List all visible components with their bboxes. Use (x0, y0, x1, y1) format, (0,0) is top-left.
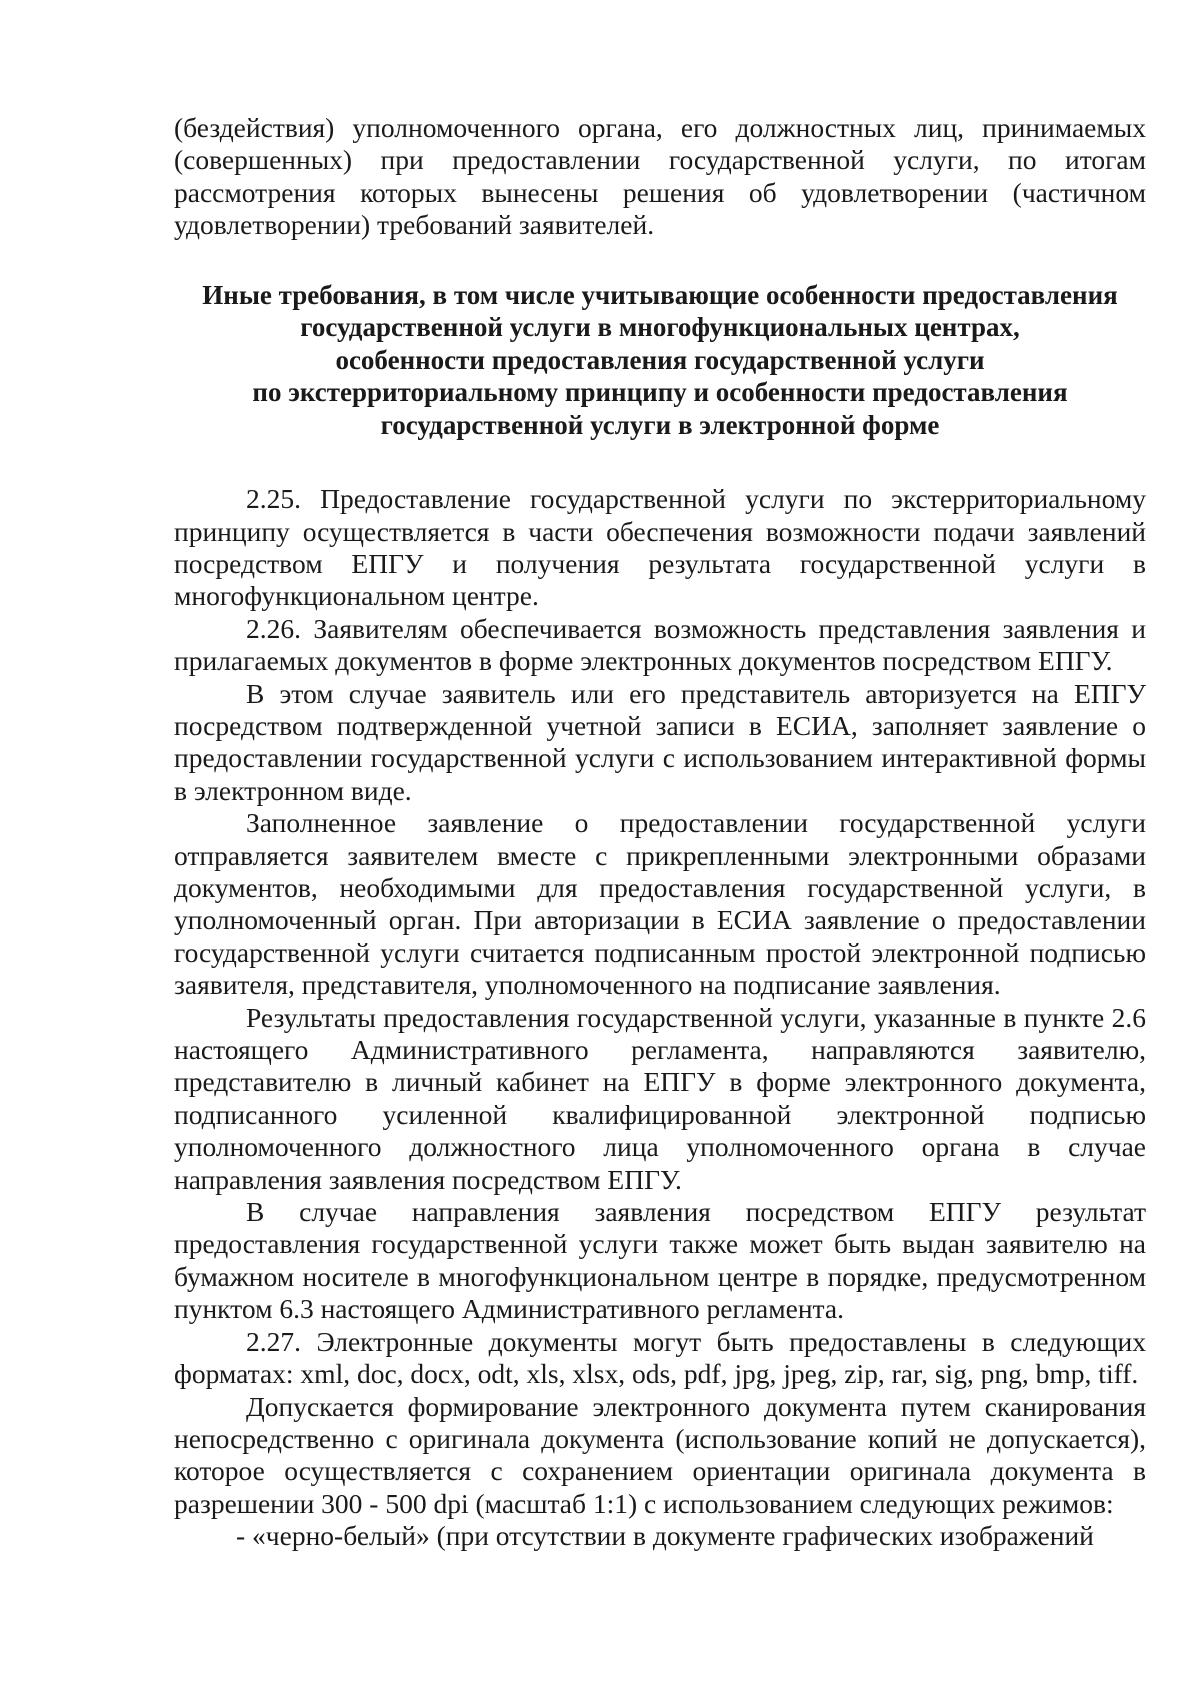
section-heading (174, 279, 1146, 442)
section-heading-line: по экстерриториальному принципу и особенности предоставления (252, 377, 1068, 408)
paragraph-scanning: Допускается формирование электронного документа путем сканирования непосредственно с оригинала документа (использование копий не допускается), которое осуществляется с сохранением ориентации оригинала документа в разрешении 300 - 500 dpi (масштаб 1:1) с использованием следующих режимов: (174, 1390, 1146, 1519)
paragraph-submission: Заполненное заявление о предоставлении государственной услуги отправляется заявителем вместе с прикрепленными электронными образами документов, необходимыми для предоставления государственной услуги, в уполномоченный орган. При авторизации в ЕСИА заявление о предоставлении государственной услуги считается подписанным простой электронной подписью заявителя, представителя, уполномоченного на подписание заявления. (174, 807, 1146, 1001)
section-heading-line: государственной услуги в электронной форме (380, 409, 940, 440)
document-page (174, 112, 1146, 1553)
paragraph-results: Результаты предоставления государственной услуги, указанные в пункте 2.6 настоящего Административного регламента, направляются заявителю, представителю в личный кабинет на ЕПГУ в форме электронного документа, подписанного усиленной квалифицированной электронной подписью уполномоченного должностного лица уполномоченного органа в случае направления заявления посредством ЕПГУ. (174, 1001, 1146, 1195)
paragraph-2-26: 2.26. Заявителям обеспечивается возможность представления заявления и прилагаемых документов в форме электронных документов посредством ЕПГУ. (174, 612, 1146, 677)
paragraph-authorization: В этом случае заявитель или его представитель авторизуется на ЕПГУ посредством подтвержденной учетной записи в ЕСИА, заполняет заявление о предоставлении государственной услуги с использованием интерактивной формы в электронном виде. (174, 677, 1146, 806)
paragraph-2-27: 2.27. Электронные документы могут быть предоставлены в следующих форматах: xml, doc, docx, odt, xls, xlsx, ods, pdf, jpg, jpeg, zip, rar, sig, png, bmp, tiff. (174, 1325, 1146, 1390)
section-heading-line: Иные требования, в том числе учитывающие особенности предоставления (202, 279, 1118, 310)
paragraph-paper-result: В случае направления заявления посредством ЕПГУ результат предоставления государственной услуги также может быть выдан заявителю на бумажном носителе в многофункциональном центре в порядке, предусмотренном пунктом 6.3 настоящего Административного регламента. (174, 1196, 1146, 1325)
paragraph-2-25: 2.25. Предоставление государственной услуги по экстерриториальному принципу осуществляется в части обеспечения возможности подачи заявлений посредством ЕПГУ и получения результата государственной услуги в многофункциональном центре. (174, 483, 1146, 612)
section-heading-line: особенности предоставления государственной услуги (335, 344, 985, 375)
section-heading-line: государственной услуги в многофункциональных центрах, (300, 312, 1020, 343)
list-item: - «черно-белый» (при отсутствии в документе графических изображений (236, 1520, 1094, 1552)
intro-paragraph: (бездействия) уполномоченного органа, его должностных лиц, принимаемых (совершенных) при предоставлении государственной услуги, по итогам рассмотрения которых вынесены решения об удовлетворении (частичном удовлетворении) требований заявителей. (174, 112, 1146, 241)
